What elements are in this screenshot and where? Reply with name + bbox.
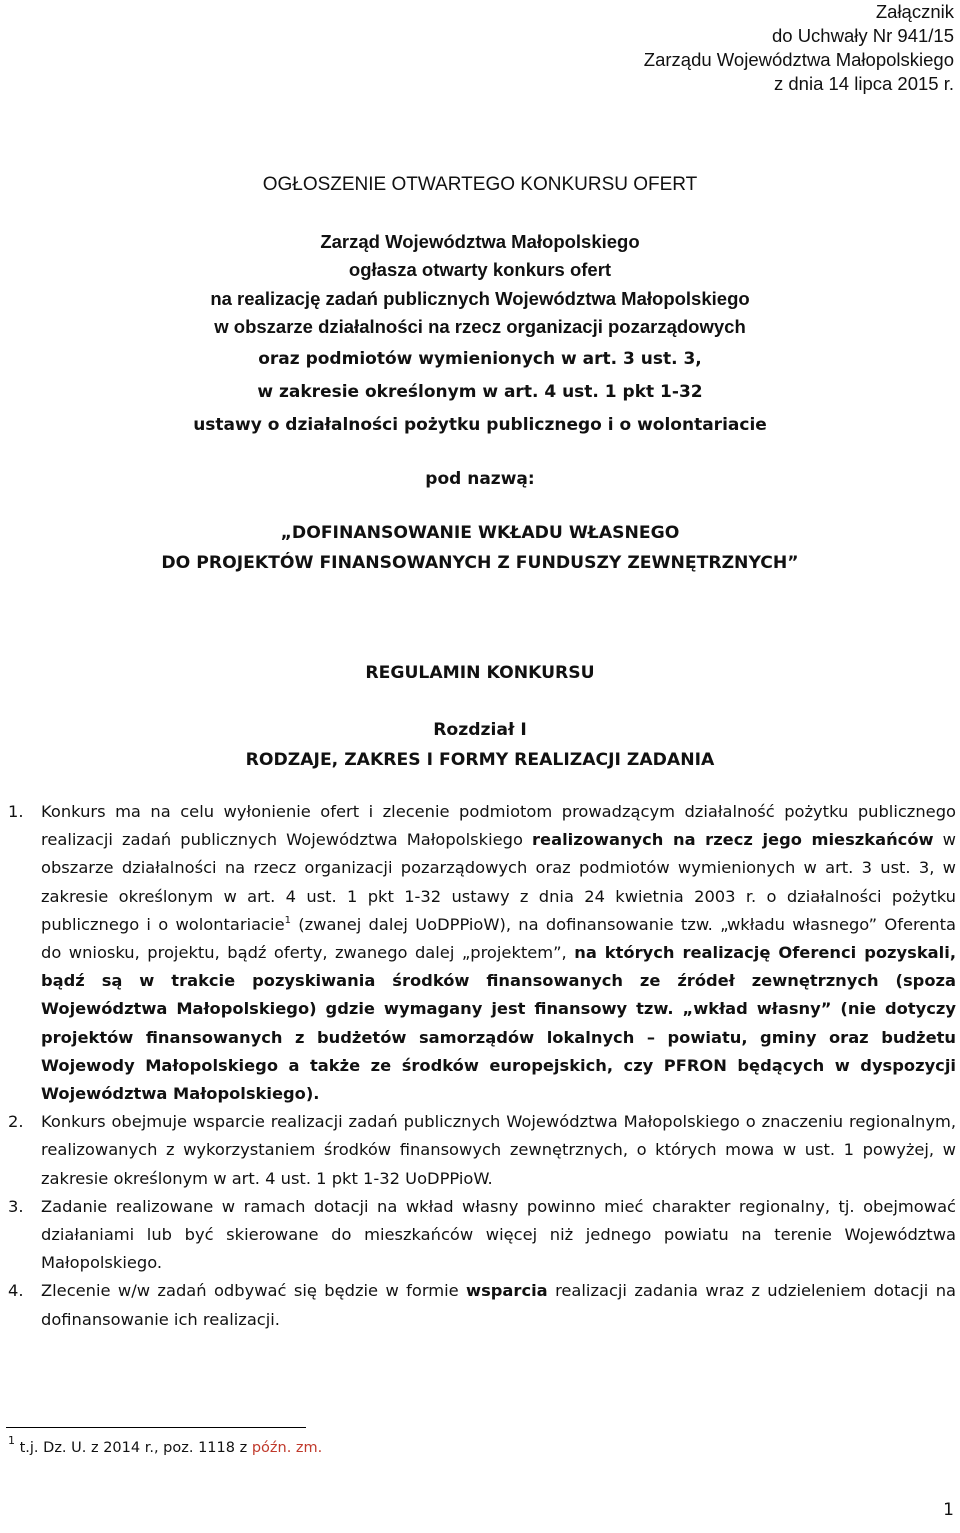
item-text: Konkurs ma na celu wyłonienie ofert i zlecenie podmiotom prowadzącym działalność pożytku publicznego realizacji zadań publicznych Województwa Małopolskiego [41, 802, 956, 850]
regulation-points [8, 798, 956, 1334]
item-number: 1. [8, 802, 24, 821]
task-name-line: „DOFINANSOWANIE WKŁADU WŁASNEGO [280, 523, 680, 543]
chapter-heading [0, 715, 960, 775]
list-item [8, 1108, 956, 1193]
under-name-label: pod nazwą: [425, 469, 535, 489]
task-name-line: DO PROJEKTÓW FINANSOWANYCH Z FUNDUSZY ZEWNĘTRZNYCH” [161, 553, 799, 573]
footnote-ref[interactable]: 1 [284, 914, 291, 926]
annex-line: Załącznik [875, 1, 954, 22]
annex-line: z dnia 14 lipca 2015 r. [774, 73, 954, 94]
footnote-separator [6, 1427, 306, 1428]
footnote-tail: późn. zm. [251, 1440, 323, 1456]
list-item [8, 798, 956, 1108]
item-text: Konkurs obejmuje wsparcie realizacji zadań publicznych Województwa Małopolskiego o znaczeniu regionalnym, realizowanych z wykorzystaniem środków finansowych zewnętrznych, o których mowa w ust. 1 powyżej, w zakresie określonym w art. 4 ust. 1 pkt 1-32 UoDPPioW. [41, 1112, 956, 1188]
document-title: OGŁOSZENIE OTWARTEGO KONKURSU OFERT [262, 174, 698, 195]
item-text: Zlecenie w/w zadań odbywać się będzie w formie [41, 1281, 467, 1301]
item-text: Zadanie realizowane w ramach dotacji na wkład własny powinno mieć charakter regionalny, tj. obejmować działaniami lub być skierowane do mieszkańców więcej niż jednego powiatu na terenie Województwa Małopolskiego. [41, 1196, 956, 1273]
footnote-text: t.j. Dz. U. z 2014 r., poz. 1118 z [15, 1440, 252, 1456]
list-item [8, 1277, 956, 1333]
intro-line: oraz podmiotów wymienionych w art. 3 ust. 3, [258, 349, 702, 369]
item-number: 4. [8, 1281, 24, 1301]
annex-line: do Uchwały Nr 941/15 [771, 25, 954, 46]
annex-header [644, 0, 954, 96]
item-number: 3. [8, 1196, 24, 1216]
page-number: 1 [943, 1500, 954, 1520]
intro-line: ustawy o działalności pożytku publicznego i o wolontariacie [193, 415, 767, 435]
announcement-intro-cont [0, 343, 960, 442]
intro-line: Zarząd Województwa Małopolskiego [320, 231, 640, 252]
item-text-bold: realizowanych na rzecz jego mieszkańców [532, 830, 934, 850]
intro-line: ogłasza otwarty konkurs ofert [348, 259, 612, 281]
item-text-bold: wsparcia [466, 1281, 548, 1301]
intro-line: na realizację zadań publicznych Województwa Małopolskiego [210, 287, 750, 309]
chapter-title: RODZAJE, ZAKRES I FORMY REALIZACJI ZADANIA [245, 750, 715, 770]
announcement-intro [0, 228, 960, 342]
list-item [8, 1193, 956, 1278]
annex-line: Zarządu Województwa Małopolskiego [643, 49, 954, 70]
footnote-mark: 1 [8, 1434, 15, 1447]
regulations-heading: REGULAMIN KONKURSU [365, 663, 595, 683]
chapter-number: Rozdział I [433, 720, 527, 740]
footnote [8, 1434, 323, 1459]
task-name [0, 518, 960, 578]
item-text: realizacji zadania wraz z udzieleniem dotacji na dofinansowanie ich realizacji. [41, 1281, 956, 1329]
item-number: 2. [8, 1112, 24, 1132]
item-text: (zwanej dalej UoDPPioW), na dofinansowanie tzw. „wkładu własnego” Oferenta do wniosku, projektu, bądź oferty, zwanego dalej „projektem”, [41, 914, 956, 963]
intro-line: w zakresie określonym w art. 4 ust. 1 pkt 1-32 [257, 382, 703, 402]
intro-line: w obszarze działalności na rzecz organizacji pozarządowych [214, 316, 746, 338]
item-text-bold: na których realizację Oferenci pozyskali, bądź są w trakcie pozyskiwania środków finansowanych ze źródeł zewnętrznych (spoza Województwa Małopolskiego) gdzie wymagany jest finansowy tzw. „wkład własny” (nie dotyczy projektów finansowanych z budżetów samorządów lokalnych – powiatu, gminy oraz budżetu Wojewody Małopolskiego a także ze środków europejskich, czy PFRON będących w dyspozycji Województwa Małopolskiego). [41, 943, 957, 1104]
item-text: w obszarze działalności na rzecz organizacji pozarządowych oraz podmiotów wymienionych w art. 3 ust. 3, w zakresie określonym w art. 4 ust. 1 pkt 1-32 ustawy z dnia 24 kwietnia 2003 r. o działalności pożytku publicznego i o wolontariacie [41, 830, 956, 934]
